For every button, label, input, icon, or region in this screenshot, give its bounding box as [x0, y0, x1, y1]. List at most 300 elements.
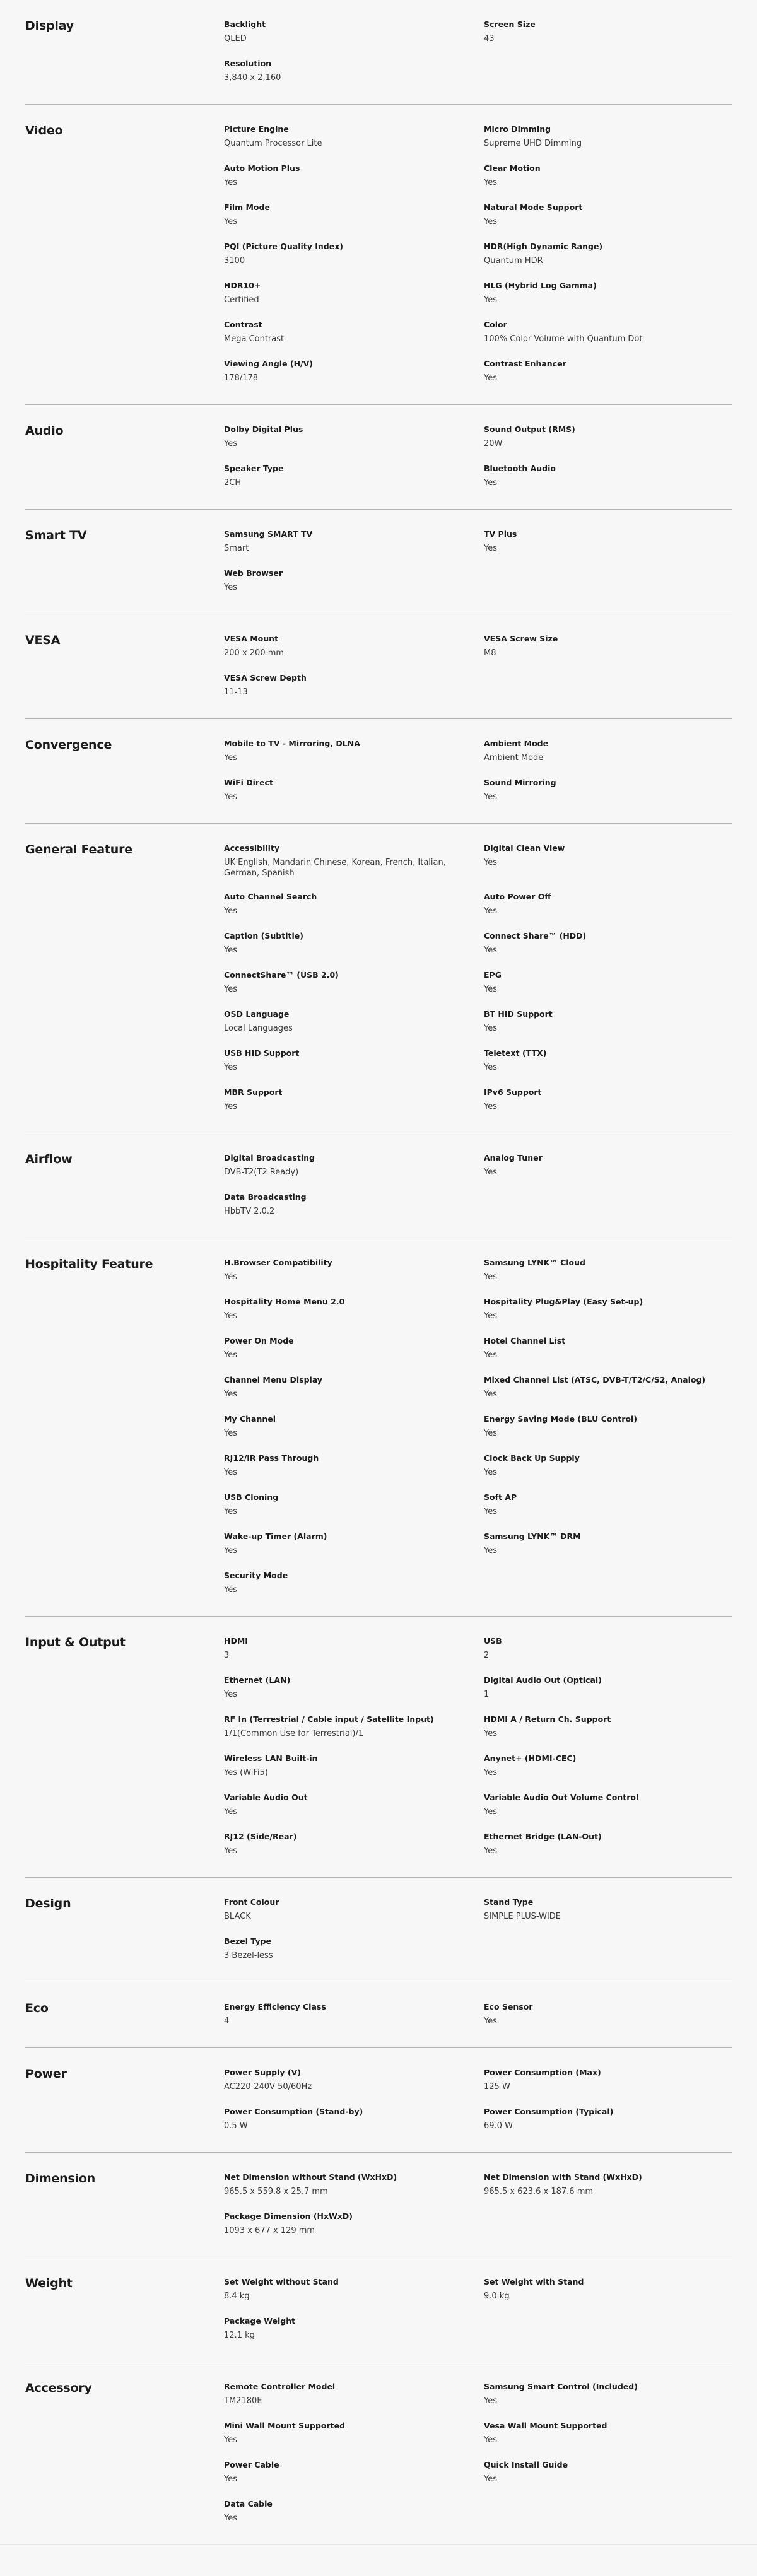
spec-item — [224, 2420, 484, 2447]
section-title: Eco — [25, 2001, 49, 2015]
spec-value: Yes — [224, 753, 237, 763]
spec-value: Yes — [484, 1390, 497, 1399]
spec-grid — [224, 1636, 742, 1870]
spec-item — [484, 280, 742, 307]
spec-section — [25, 1617, 732, 1878]
spec-item — [224, 2276, 484, 2303]
spec-name: Clear Motion — [484, 163, 541, 173]
spec-item — [224, 568, 484, 594]
spec-item — [224, 891, 484, 918]
spec-section — [25, 2153, 732, 2257]
spec-item — [224, 1152, 484, 1179]
spec-name: USB Cloning — [224, 1492, 279, 1502]
spec-section — [25, 2362, 732, 2544]
spec-item — [484, 777, 742, 804]
spec-name: USB — [484, 1636, 502, 1646]
spec-item — [484, 1087, 742, 1113]
spec-value: Yes — [224, 178, 237, 187]
spec-item — [484, 1257, 742, 1284]
spec-item — [484, 1753, 742, 1779]
spec-name: Samsung Smart Control (Included) — [484, 2382, 638, 2391]
spec-item — [224, 1792, 484, 1818]
spec-value: 20W — [484, 439, 503, 448]
spec-name: Power Consumption (Stand-by) — [224, 2107, 363, 2116]
spec-value: Yes — [484, 946, 497, 955]
spec-name: Viewing Angle (H/V) — [224, 359, 314, 368]
spec-name: Energy Saving Mode (BLU Control) — [484, 1414, 638, 1424]
spec-item — [224, 1714, 484, 1740]
spec-value: Yes — [484, 2474, 497, 2484]
spec-grid — [224, 124, 742, 397]
spec-name: Clock Back Up Supply — [484, 1453, 580, 1463]
spec-value: Mega Contrast — [224, 334, 285, 344]
spec-value: 178/178 — [224, 373, 259, 383]
spec-item — [484, 1831, 742, 1858]
spec-name: Mini Wall Mount Supported — [224, 2421, 346, 2430]
spec-name: H.Browser Compatibility — [224, 1258, 332, 1267]
spec-value: Certified — [224, 295, 259, 305]
spec-value: QLED — [224, 34, 247, 44]
spec-name: HDR10+ — [224, 281, 261, 290]
spec-name: Front Colour — [224, 1897, 279, 1907]
spec-name: Net Dimension without Stand (WxHxD) — [224, 2172, 397, 2182]
spec-item — [224, 2106, 484, 2133]
spec-value: Quantum HDR — [484, 256, 543, 266]
spec-value: Yes — [484, 217, 497, 226]
spec-item — [224, 58, 484, 85]
spec-name: Connect Share™ (HDD) — [484, 931, 587, 940]
spec-value: AC220-240V 50/60Hz — [224, 2082, 312, 2092]
spec-item — [224, 1335, 484, 1362]
spec-name: Hotel Channel List — [484, 1336, 566, 1345]
section-title: Accessory — [25, 2381, 92, 2395]
spec-value: Yes — [484, 1468, 497, 1477]
spec-value: 3 — [224, 1651, 230, 1660]
page-footer-divider — [0, 2544, 757, 2568]
spec-value: Yes — [224, 1429, 237, 1438]
spec-section — [25, 824, 732, 1133]
spec-value: Yes — [484, 2435, 497, 2445]
spec-value: Yes — [484, 1429, 497, 1438]
spec-item — [484, 969, 742, 996]
spec-value: Yes — [224, 1350, 237, 1360]
spec-item — [484, 1675, 742, 1701]
spec-item — [224, 2459, 484, 2486]
spec-name: Power Cable — [224, 2460, 279, 2469]
spec-value: 2 — [484, 1651, 490, 1660]
spec-name: USB HID Support — [224, 1048, 300, 1058]
spec-name: Caption (Subtitle) — [224, 931, 303, 940]
spec-value: Yes — [484, 178, 497, 187]
spec-name: Color — [484, 320, 507, 329]
spec-name: HLG (Hybrid Log Gamma) — [484, 281, 597, 290]
spec-name: Web Browser — [224, 568, 283, 578]
spec-section — [25, 510, 732, 614]
section-title: General Feature — [25, 843, 132, 857]
spec-section — [25, 1133, 732, 1238]
spec-name: Digital Broadcasting — [224, 1153, 315, 1162]
spec-item — [224, 358, 484, 385]
spec-item — [224, 2067, 484, 2093]
spec-item — [224, 2315, 484, 2342]
spec-item — [224, 1453, 484, 1479]
spec-value: Yes — [484, 1846, 497, 1856]
spec-name: OSD Language — [224, 1009, 290, 1019]
spec-value: Yes — [224, 1807, 237, 1817]
spec-item — [484, 1414, 742, 1440]
spec-item — [224, 672, 484, 699]
spec-item — [484, 1048, 742, 1074]
spec-value: Yes — [484, 1546, 497, 1555]
spec-value: 11-13 — [224, 688, 248, 697]
spec-item — [224, 1675, 484, 1701]
spec-item — [224, 319, 484, 346]
spec-name: Set Weight without Stand — [224, 2277, 339, 2286]
spec-name: Package Weight — [224, 2316, 296, 2326]
spec-name: Resolution — [224, 59, 272, 68]
spec-item — [224, 1753, 484, 1779]
spec-value: Yes — [484, 295, 497, 305]
spec-value: 3,840 x 2,160 — [224, 73, 281, 83]
spec-name: Auto Power Off — [484, 892, 551, 901]
spec-name: Sound Output (RMS) — [484, 424, 575, 434]
spec-item — [484, 2067, 742, 2093]
spec-grid — [224, 1897, 742, 1975]
spec-name: Power Consumption (Max) — [484, 2068, 601, 2077]
spec-name: Soft AP — [484, 1492, 517, 1502]
spec-item — [484, 2276, 742, 2303]
section-title: Weight — [25, 2276, 73, 2290]
spec-section — [25, 0, 732, 105]
spec-value: Yes — [484, 1272, 497, 1282]
spec-item — [224, 1257, 484, 1284]
spec-item — [484, 1335, 742, 1362]
spec-grid — [224, 19, 742, 97]
section-title: Dimension — [25, 2172, 96, 2186]
spec-item — [484, 2420, 742, 2447]
spec-value: Yes — [484, 2017, 497, 2026]
spec-value: BLACK — [224, 1912, 251, 1921]
spec-name: Wake-up Timer (Alarm) — [224, 1531, 327, 1541]
spec-name: Variable Audio Out Volume Control — [484, 1793, 639, 1802]
spec-item — [224, 202, 484, 228]
spec-item — [484, 930, 742, 957]
spec-value: Yes — [224, 792, 237, 802]
spec-grid — [224, 529, 742, 607]
spec-value: Yes — [224, 1272, 237, 1282]
spec-name: Power On Mode — [224, 1336, 294, 1345]
spec-item — [484, 2106, 742, 2133]
spec-value: 200 x 200 mm — [224, 648, 285, 658]
spec-grid — [224, 2172, 742, 2250]
section-title: VESA — [25, 633, 61, 647]
spec-value: Yes — [484, 792, 497, 802]
spec-name: Auto Motion Plus — [224, 163, 300, 173]
spec-value: 2CH — [224, 478, 242, 488]
spec-item — [224, 738, 484, 764]
spec-value: Yes — [484, 1063, 497, 1072]
spec-value: M8 — [484, 648, 496, 658]
spec-name: Stand Type — [484, 1897, 534, 1907]
spec-item — [484, 19, 742, 45]
spec-value: Yes — [224, 217, 237, 226]
spec-value: Yes — [484, 1768, 497, 1777]
spec-name: Ethernet (LAN) — [224, 1675, 291, 1685]
spec-name: HDMI A / Return Ch. Support — [484, 1714, 611, 1724]
spec-section — [25, 2048, 732, 2153]
spec-item — [224, 2001, 484, 2028]
spec-name: Speaker Type — [224, 464, 284, 473]
spec-item — [224, 1048, 484, 1074]
spec-value: Yes — [224, 439, 237, 448]
spec-name: Accessibility — [224, 843, 280, 853]
spec-value: 3100 — [224, 256, 245, 266]
spec-item — [484, 1636, 742, 1662]
spec-section — [25, 719, 732, 824]
spec-item — [224, 1831, 484, 1858]
spec-value: Yes — [224, 985, 237, 994]
spec-section — [25, 1238, 732, 1617]
spec-name: Energy Efficiency Class — [224, 2002, 326, 2011]
spec-item — [224, 633, 484, 660]
spec-item — [224, 1636, 484, 1662]
spec-name: Ethernet Bridge (LAN-Out) — [484, 1832, 602, 1841]
spec-item — [484, 1296, 742, 1323]
spec-name: Power Supply (V) — [224, 2068, 301, 2077]
spec-grid — [224, 2067, 742, 2145]
spec-item — [224, 1374, 484, 1401]
spec-item — [484, 2001, 742, 2028]
spec-item — [484, 319, 742, 346]
spec-name: Samsung SMART TV — [224, 529, 313, 539]
spec-name: Picture Engine — [224, 124, 289, 134]
spec-value: Yes — [224, 906, 237, 916]
spec-item — [484, 633, 742, 660]
spec-value: DVB-T2(T2 Ready) — [224, 1168, 299, 1177]
spec-grid — [224, 2381, 742, 2538]
spec-name: Digital Clean View — [484, 843, 565, 853]
spec-value: SIMPLE PLUS-WIDE — [484, 1912, 561, 1921]
spec-name: Security Mode — [224, 1571, 288, 1580]
spec-item — [224, 19, 484, 45]
spec-name: Samsung LYNK™ DRM — [484, 1531, 581, 1541]
spec-value: Yes — [484, 1807, 497, 1817]
spec-item — [484, 2381, 742, 2408]
spec-name: Vesa Wall Mount Supported — [484, 2421, 607, 2430]
spec-item — [224, 777, 484, 804]
spec-item — [224, 1087, 484, 1113]
spec-item — [484, 1897, 742, 1923]
spec-value: Yes — [484, 858, 497, 867]
spec-name: Quick Install Guide — [484, 2460, 568, 2469]
spec-name: PQI (Picture Quality Index) — [224, 242, 343, 251]
spec-name: RF In (Terrestrial / Cable input / Satellite Input) — [224, 1714, 434, 1724]
spec-item — [484, 2172, 742, 2198]
spec-name: Digital Audio Out (Optical) — [484, 1675, 602, 1685]
spec-item — [484, 738, 742, 764]
spec-name: Hospitality Home Menu 2.0 — [224, 1297, 345, 1306]
spec-section — [25, 1982, 732, 2048]
spec-name: EPG — [484, 970, 502, 980]
spec-name: Film Mode — [224, 202, 270, 212]
spec-item — [224, 930, 484, 957]
spec-value: Yes — [484, 478, 497, 488]
section-title: Hospitality Feature — [25, 1257, 153, 1271]
spec-value: 8.4 kg — [224, 2292, 250, 2301]
spec-value: 3 Bezel-less — [224, 1951, 273, 1960]
spec-item — [224, 280, 484, 307]
spec-value: HbbTV 2.0.2 — [224, 1207, 275, 1216]
spec-value: Yes — [224, 1690, 237, 1699]
spec-name: Dolby Digital Plus — [224, 424, 303, 434]
spec-item — [484, 163, 742, 189]
spec-item — [484, 1792, 742, 1818]
spec-value: Yes — [484, 1507, 497, 1516]
spec-name: Channel Menu Display — [224, 1375, 323, 1385]
spec-section — [25, 614, 732, 719]
spec-grid — [224, 1257, 742, 1609]
spec-value: Yes — [224, 1846, 237, 1856]
spec-section — [25, 105, 732, 405]
spec-grid — [224, 424, 742, 502]
spec-name: Analog Tuner — [484, 1153, 543, 1162]
spec-name: Auto Channel Search — [224, 892, 317, 901]
spec-name: VESA Screw Depth — [224, 673, 307, 682]
section-title: Airflow — [25, 1152, 73, 1166]
spec-item — [484, 1453, 742, 1479]
spec-value: Yes — [224, 1063, 237, 1072]
spec-name: Ambient Mode — [484, 739, 549, 748]
spec-grid — [224, 1152, 742, 1231]
spec-value: 100% Color Volume with Quantum Dot — [484, 334, 643, 344]
spec-value: Yes — [484, 985, 497, 994]
spec-value: Yes — [484, 2396, 497, 2406]
spec-name: HDR(High Dynamic Range) — [484, 242, 603, 251]
spec-value: Yes — [224, 1102, 237, 1111]
spec-item — [224, 1492, 484, 1518]
spec-item — [224, 2211, 484, 2237]
section-title: Audio — [25, 424, 64, 438]
spec-item — [484, 843, 742, 879]
spec-value: Yes (WiFi5) — [224, 1768, 268, 1777]
spec-value: Yes — [484, 1729, 497, 1738]
spec-value: 1/1(Common Use for Terrestrial)/1 — [224, 1729, 364, 1738]
section-title: Power — [25, 2067, 67, 2081]
spec-value: Smart — [224, 544, 249, 553]
spec-name: Anynet+ (HDMI-CEC) — [484, 1753, 577, 1763]
spec-value: Yes — [484, 1168, 497, 1177]
spec-grid — [224, 2276, 742, 2355]
spec-item — [224, 969, 484, 996]
spec-value: 43 — [484, 34, 495, 44]
spec-section — [25, 1878, 732, 1982]
spec-value: 4 — [224, 2017, 230, 2026]
spec-item — [224, 1414, 484, 1440]
spec-value: Yes — [224, 1468, 237, 1477]
spec-item — [224, 1531, 484, 1557]
spec-name: Package Dimension (HxWxD) — [224, 2211, 353, 2221]
spec-name: Set Weight with Stand — [484, 2277, 584, 2286]
spec-name: Hospitality Plug&Play (Easy Set-up) — [484, 1297, 643, 1306]
spec-value: Yes — [224, 1546, 237, 1555]
spec-name: Net Dimension with Stand (WxHxD) — [484, 2172, 642, 2182]
spec-item — [224, 241, 484, 267]
spec-grid — [224, 843, 742, 1126]
spec-item — [484, 124, 742, 150]
section-title: Convergence — [25, 738, 112, 752]
spec-value: Yes — [224, 583, 237, 592]
spec-value: 1 — [484, 1690, 490, 1699]
spec-name: Mixed Channel List (ATSC, DVB-T/T2/C/S2, Analog) — [484, 1375, 706, 1385]
spec-item — [224, 1570, 484, 1596]
spec-value: 69.0 W — [484, 2121, 513, 2131]
spec-name: Teletext (TTX) — [484, 1048, 547, 1058]
spec-item — [484, 1009, 742, 1035]
spec-name: TV Plus — [484, 529, 517, 539]
spec-name: Micro Dimming — [484, 124, 551, 134]
spec-item — [224, 163, 484, 189]
spec-name: Variable Audio Out — [224, 1793, 308, 1802]
spec-name: BT HID Support — [484, 1009, 553, 1019]
spec-item — [484, 891, 742, 918]
spec-item — [224, 1936, 484, 1962]
spec-item — [484, 358, 742, 385]
spec-name: Wireless LAN Built-in — [224, 1753, 318, 1763]
spec-item — [484, 529, 742, 555]
spec-value: Yes — [484, 1311, 497, 1321]
spec-item — [224, 463, 484, 489]
spec-item — [224, 843, 484, 879]
spec-section — [25, 2257, 732, 2362]
spec-item — [224, 2381, 484, 2408]
section-title: Design — [25, 1897, 71, 1911]
spec-name: HDMI — [224, 1636, 248, 1646]
spec-item — [484, 1531, 742, 1557]
spec-value: 125 W — [484, 2082, 510, 2092]
spec-value: 1093 x 677 x 129 mm — [224, 2226, 315, 2235]
spec-item — [484, 1152, 742, 1179]
spec-value: Yes — [224, 2514, 237, 2523]
spec-item — [484, 1374, 742, 1401]
spec-value: Yes — [224, 1507, 237, 1516]
spec-name: VESA Screw Size — [484, 634, 558, 643]
spec-value: TM2180E — [224, 2396, 262, 2406]
section-title: Smart TV — [25, 529, 87, 542]
section-title: Display — [25, 19, 74, 33]
spec-name: Bezel Type — [224, 1936, 272, 1946]
spec-item — [224, 529, 484, 555]
spec-item — [224, 1009, 484, 1035]
spec-name: RJ12 (Side/Rear) — [224, 1832, 297, 1841]
spec-value: Yes — [224, 1390, 237, 1399]
spec-item — [484, 1492, 742, 1518]
spec-value: UK English, Mandarin Chinese, Korean, French, Italian, German, Spanish — [224, 858, 446, 878]
spec-value: Yes — [484, 1350, 497, 1360]
spec-item — [224, 1296, 484, 1323]
spec-item — [224, 424, 484, 450]
spec-name: Contrast Enhancer — [484, 359, 566, 368]
spec-item — [484, 463, 742, 489]
spec-value: 9.0 kg — [484, 2292, 510, 2301]
spec-item — [484, 202, 742, 228]
spec-item — [484, 1714, 742, 1740]
spec-value: Yes — [224, 2474, 237, 2484]
spec-value: 12.1 kg — [224, 2331, 255, 2340]
spec-value: 965.5 x 559.8 x 25.7 mm — [224, 2187, 328, 2196]
section-title: Video — [25, 124, 63, 138]
spec-item — [224, 1897, 484, 1923]
spec-grid — [224, 738, 742, 816]
